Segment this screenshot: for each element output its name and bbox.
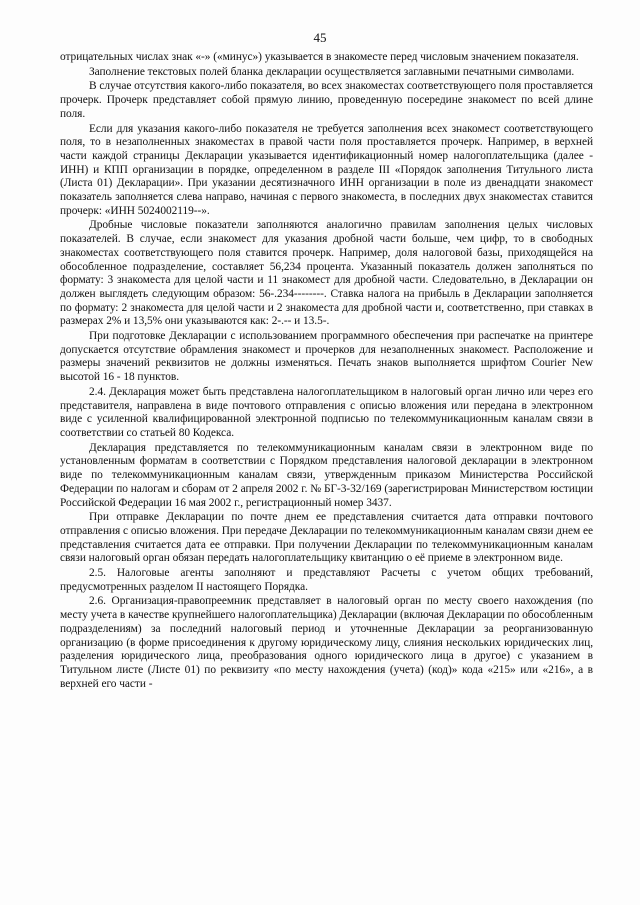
paragraph-fractional-values: Дробные числовые показатели заполняются аналогично правилам заполнения целых числовых показателей. В случае, если знакомест для указания дробной части больше, чем цифр, то в свободных знакоместах соответствующего поля ставится прочерк. Например, доля налоговой базы, приходящейся на обособленное подразделение, составляет 56,234 процента. Указанный показатель должен заполняться по формату: 3 знакоместа для целой части и 11 знакомест для дробной части. Следовательно, в Декларации он должен выглядеть следующим образом: 56-.234--------. Ставка налога на прибыль в Декларации заполняется по формату: 2 знакоместа для целой части и 2 знакоместа для дробной части и, соответственно, при ставках в размерах 2% и 13,5% они указываются как: 2-.-- и 13.5-. [60,219,593,328]
paragraph-text-fields: Заполнение текстовых полей бланка декларации осуществляется заглавными печатными символами. [89,65,575,78]
page-number: 45 [313,30,327,45]
document-body [60,51,593,691]
paragraph-continuation: отрицательных числах знак «-» («минус») указывается в знакоместе перед числовым значением показателя. [60,51,579,63]
paragraph-partial-fill: Если для указания какого-либо показателя не требуется заполнения всех знакомест соответствующего поля, то в незаполненных знакоместах в правой части поля проставляется прочерк. Например, в верхней части каждой страницы Декларации указывается идентификационный номер налогоплательщика (далее - ИНН) и КПП организации в порядке, определенном в разделе III «Порядок заполнения Титульного листа (Листа 01) Декларации». При указании десятизначного ИНН организации в поле из двенадцати знакомест показатель заполняется слева направо, начиная с первого знакоместа, в последних двух знакоместах ставится прочерк: «ИНН 5024002119--». [60,122,593,217]
paragraph-2-6-successor: 2.6. Организация-правопреемник представляет в налоговый орган по месту своего нахождения (по месту учета в качестве крупнейшего налогоплательщика) Декларации (включая Декларации по обособленным подразделениям) за последний налоговый период и уточненные Декларации за реорганизованную организацию (в форме присоединения к другому юридическому лицу, слияния нескольких юридических лиц, разделения юридического лица, преобразования одного юридического лица в другое) с указанием в Титульном листе (Листе 01) по реквизиту «по месту нахождения (учета) (код)» кода «215» или «216», а в верхней его части - [60,595,593,690]
paragraph-software-printing: При подготовке Декларации с использованием программного обеспечения при распечатке на принтере допускается отсутствие обрамления знакомест и прочерков для незаполненных знакомест. Расположение и размеры значений реквизитов не должны изменяться. Печать знаков выполняется шрифтом Courier New высотой 16 - 18 пунктов. [60,330,593,384]
paragraph-2-5-tax-agents: 2.5. Налоговые агенты заполняют и представляют Расчеты с учетом общих требований, предусмотренных разделом II настоящего Порядка. [60,567,593,593]
paragraph-electronic-submission: Декларация представляется по телекоммуникационным каналам связи в электронном виде по установленным форматам в соответствии с Порядком представления налоговой декларации в электронном виде по телекоммуникационным каналам связи, утвержденным приказом Министерства Российской Федерации по налогам и сборам от 2 апреля 2002 г. № БГ-3-32/169 (зарегистрирован Министерством юстиции Российской Федерации 16 мая 2002 г., регистрационный номер 3437. [60,441,593,509]
paragraph-2-4-submission: 2.4. Декларация может быть представлена налогоплательщиком в налоговый орган лично или через его представителя, направлена в виде почтового отправления с описью вложения или передана в электронном виде с усиленной квалифицированной электронной подписью по телекоммуникационным каналам связи в соответствии со статьей 80 Кодекса. [60,385,593,439]
paragraph-missing-indicator: В случае отсутствия какого-либо показателя, во всех знакоместах соответствующего поля проставляется прочерк. Прочерк представляет собой прямую линию, проведенную посередине знакомест по всей длине поля. [60,80,593,120]
paragraph-submission-date: При отправке Декларации по почте днем ее представления считается дата отправки почтового отправления с описью вложения. При передаче Декларации по телекоммуникационным каналам связи днем ее представления считается дата ее отправки. При получении Декларации по телекоммуникационным каналам связи налоговый орган обязан передать налогоплательщику квитанцию о её приеме в электронном виде. [60,511,593,565]
